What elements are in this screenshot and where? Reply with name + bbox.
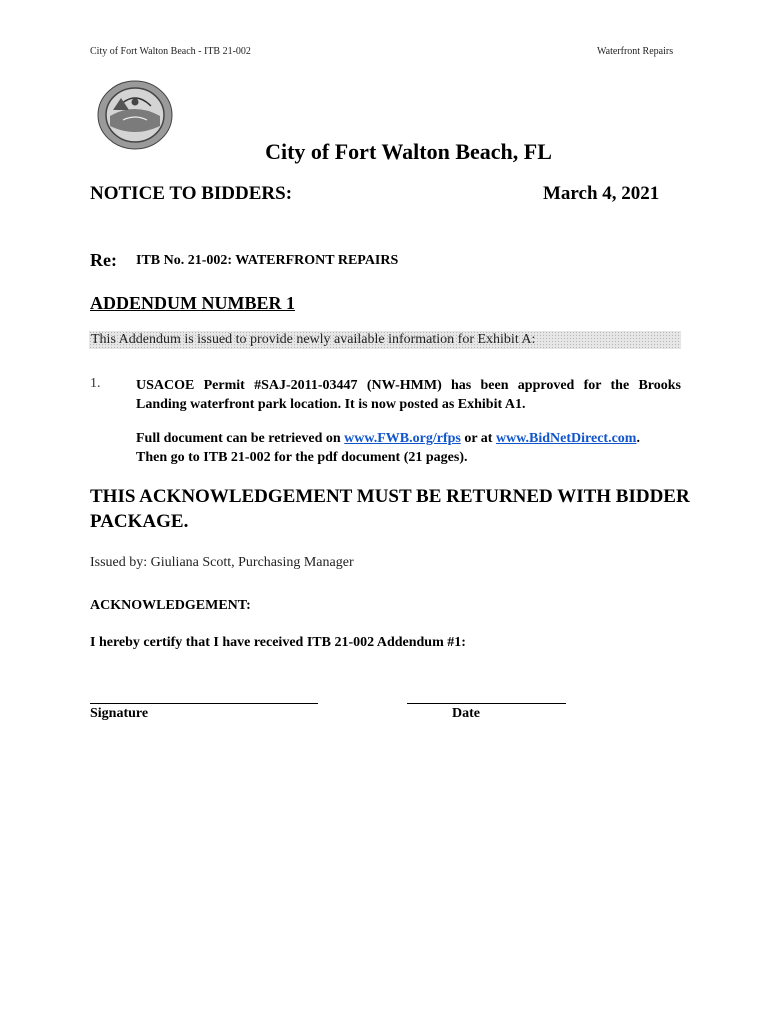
signature-label: Signature — [90, 706, 149, 721]
retrieve-paragraph — [136, 429, 681, 467]
certify-statement: I hereby certify that I have received ITB 21-002 Addendum #1: — [90, 635, 466, 650]
addendum-heading: ADDENDUM NUMBER 1 — [90, 293, 295, 313]
retrieve-suffix: . — [636, 431, 640, 446]
date-label: Date — [452, 706, 480, 721]
header-right: Waterfront Repairs — [597, 46, 674, 57]
item-number: 1. — [90, 376, 101, 391]
re-label: Re: — [90, 250, 117, 270]
retrieve-prefix: Full document can be retrieved on — [136, 431, 345, 446]
fwb-link[interactable]: www.FWB.org/rfps — [344, 431, 461, 446]
document-title: City of Fort Walton Beach, FL — [265, 139, 552, 164]
item-text: USACOE Permit #SAJ-2011-03447 (NW-HMM) has been approved for the Brooks Landing waterfront park location. It is now posted as Exhibit A1. — [136, 378, 681, 412]
header-left: City of Fort Walton Beach - ITB 21-002 — [90, 46, 251, 57]
issued-by: Issued by: Giuliana Scott, Purchasing Manager — [90, 555, 354, 570]
notice-date: March 4, 2021 — [543, 183, 660, 204]
acknowledgement-label: ACKNOWLEDGEMENT: — [90, 598, 251, 613]
retrieve-mid: or at — [460, 431, 496, 446]
date-line[interactable] — [407, 703, 566, 704]
intro-text: This Addendum is issued to provide newly available information for Exhibit A: — [91, 332, 536, 347]
bidnet-link[interactable]: www.BidNetDirect.com — [495, 431, 637, 446]
then-text: Then go to ITB 21-002 for the pdf document (21 pages). — [136, 450, 468, 465]
re-text: ITB No. 21-002: WATERFRONT REPAIRS — [136, 253, 399, 268]
signature-line[interactable] — [90, 703, 318, 704]
notice-label: NOTICE TO BIDDERS: — [90, 183, 293, 204]
acknowledgement-notice: THIS ACKNOWLEDGEMENT MUST BE RETURNED WITH BIDDER PACKAGE. — [90, 486, 690, 532]
